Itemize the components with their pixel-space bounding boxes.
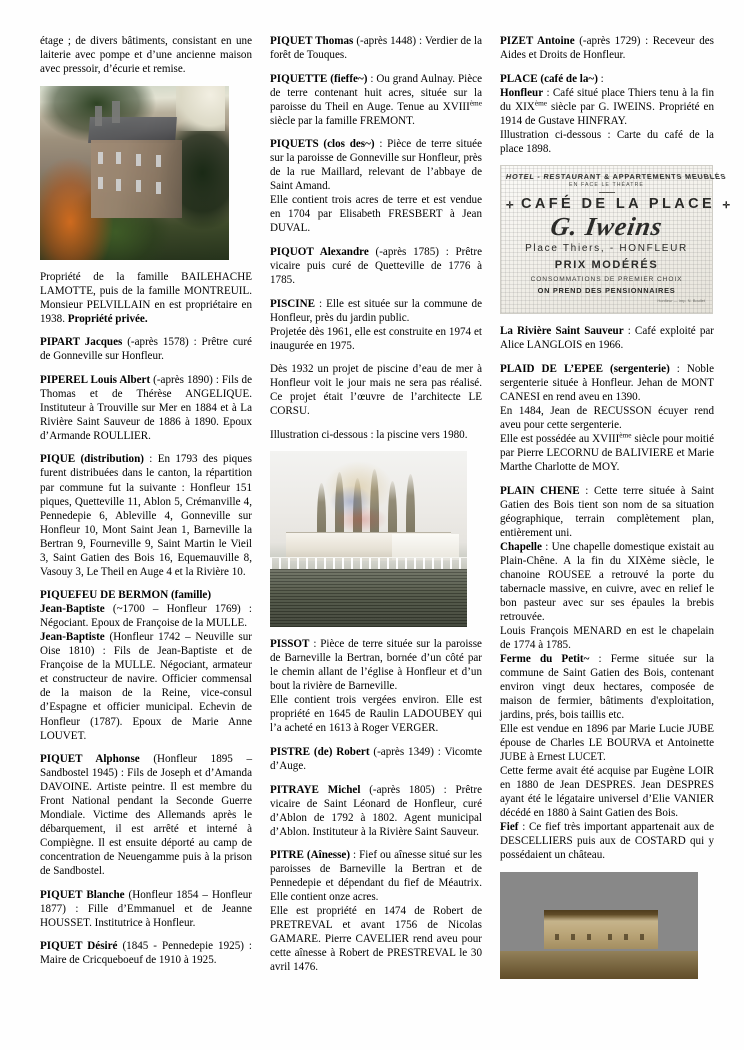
entry-body: : Cette terre située à Saint Gatien des Bois tient son nom de sa situation géographique, terrain complètement plan, entièrement uni. — [500, 484, 714, 539]
entry-body-a: Elle est possédée au XVIII — [500, 432, 620, 445]
headword: PIQUET Alphonse — [40, 753, 140, 766]
headword: PIQUOT Alexandre — [270, 245, 369, 258]
entry-body: : Une chapelle domestique existait au Plain-Chêne. A la fin du XIXème siècle, le chanoine ROUSEE a retrouvé la porte du tabernacle massive, en cuivre, avec en relief le bon pasteur avec sur ses épaules la brebis retrouvée. — [500, 540, 714, 623]
entry-body: (-après 1805) : Prêtre vicaire de Saint Léonard de Honfleur, curé d’Ablon de 1792 à 1802. Agent municipal d’Ablon. Instituteur à la Rivière Saint Sauveur. — [270, 783, 482, 838]
entry-body: : Ce fief très important appartenait aux de DESCELLIERS puis aux de COSTARD qui y possédaient un château. — [500, 821, 714, 862]
manoir-caption-bold: Propriété privée. — [67, 312, 148, 325]
entry-body: (-après 1729) : Receveur des Aides et Droits de Honfleur. — [500, 35, 714, 62]
entry-piscine-dates: Projetée dès 1961, elle est construite en 1974 et inaugurée en 1975. — [270, 325, 482, 352]
three-column-layout — [40, 34, 731, 1020]
entry-body: (-après 1448) : Verdier de la forêt de Touques. — [270, 35, 482, 62]
entry-piquefeu-de-bermon-family — [40, 588, 252, 602]
facade-shape — [91, 140, 182, 218]
entry-body: : Elle est située sur la commune de Honfleur, près du jardin public. — [270, 297, 482, 324]
entry-pissot — [270, 637, 482, 693]
entry-ferme-du-petit — [500, 652, 714, 722]
headword: PIQUET Blanche — [40, 888, 125, 901]
entry-pissot-cont: Elle contient trois vergées environ. Elle est propriété en 1645 de Raulin LADOUBEY qui l’a acheté en 1613 à Roger VERGER. — [270, 694, 482, 735]
headword: PIQUEFEU DE BERMON (famille) — [40, 589, 212, 602]
headword: PIQUET Thomas — [270, 35, 354, 47]
headword-colon: : — [597, 72, 604, 85]
card-proprietor-signature: G. Iweins — [548, 212, 665, 242]
entry-pipart — [40, 335, 252, 363]
sub-headword: Chapelle — [500, 540, 542, 553]
headword: PIPEREL Louis Albert — [40, 373, 151, 386]
entry-plaid-de-lepee-cont: En 1484, Jean de RECUSSON écuyer rend aveu pour cette sergenterie. — [500, 404, 714, 431]
ordinal-suffix: ème — [619, 430, 632, 440]
figure-manoir — [40, 86, 252, 260]
entry-body: (-après 1890) : Fils de Thomas et de Thérèse ANGELIQUE. Instituteur à Trouville sur Mer en 1884 et à La Rivière Saint Sauveur de 1886 à 1890. Epoux d’Armande ROULLIER. — [40, 373, 253, 442]
cafe-de-la-place-carte — [500, 165, 731, 314]
entry-piquets-clos-des — [270, 137, 482, 193]
entry-place-cafe — [500, 72, 714, 86]
column-3 — [500, 34, 731, 1020]
entry-plain-chene-chapelle — [500, 540, 714, 624]
star-ornament-right: ✛ — [722, 200, 731, 211]
entry-body: (Honfleur 1854 – Honfleur 1877) : Fille d’Emmanuel et de Jeanne HOUSSET. Institutrice à Honfleur. — [40, 888, 253, 929]
entry-body: (1845 - Pennedepie 1925) : Maire de Cricqueboeuf de 1910 à 1925. — [40, 940, 252, 967]
card-title-text: CAFÉ DE LA PLACE — [520, 196, 716, 213]
ordinal-suffix: ème — [469, 97, 482, 107]
member-name: Jean-Baptiste — [40, 631, 105, 644]
headword: PIQUET Désiré — [40, 940, 118, 953]
entry-body: : Café exploité par Alice LANGLOIS en 1966. — [500, 325, 714, 352]
entry-plaid-de-lepee — [500, 362, 714, 404]
entry-riviere-saint-sauveur-cafe — [500, 324, 714, 352]
family-member-jean-baptiste-1 — [40, 602, 252, 630]
entry-pique-distribution — [40, 452, 252, 578]
card-address: Place Thiers, - HONFLEUR — [525, 242, 688, 254]
headword: PIQUETS (clos des~) — [270, 138, 375, 151]
entry-plain-chene-chapelain: Louis François MENARD en est le chapelain de 1774 à 1785. — [500, 624, 714, 651]
card-title — [506, 195, 731, 213]
headword: PITRAYE Michel — [270, 783, 361, 796]
entry-ferme-vente: Elle est vendue en 1896 par Marie Lucie JUBE épouse de Charles LE BOURVA et Antoinette JUBE à Ernest LUCET. — [500, 723, 714, 764]
entry-body: (Honfleur 1895 – Sandbostel 1945) : Fils de Joseph et d’Amanda DAVOINE. Artiste peintre. Il est membre du Front National pendant la Seconde Guerre Mondiale. Victime des Allemands après le débarquement, il est arrêté et interné à Compiègne. Il est ensuite déporté au camp de concentration de Neuengamme puis à la prison de Sandbostel. — [40, 753, 252, 878]
entry-piquette-fieffe — [270, 72, 482, 128]
sky-region — [176, 86, 225, 131]
entry-pistre-de-robert — [270, 745, 482, 773]
entry-piquot-alexandre — [270, 245, 482, 287]
piscine-illustration-note: Illustration ci-dessous : la piscine vers 1980. — [270, 428, 468, 441]
entry-body: : Noble sergenterie située à Honfleur. Jehan de MONT CANESI en rend aveu en 1390. — [500, 362, 714, 403]
entry-body: : Pièce de terre située sur la paroisse de Barneville la Bertran, bornée d’un côté par le chemin allant de l’église à Honfleur et d’un bout la rivière de Barneville. — [270, 638, 482, 693]
sub-headword: Fief — [500, 821, 519, 834]
ordinal-suffix: ème — [534, 97, 548, 107]
member-body: (Honfleur 1742 – Neuville sur Oise 1810) : Fils de Jean-Baptiste et de Françoise de la MULLE. Négociant, armateur et constructeur de navire. Officier commensal de la maison de la Reine, vice-consul d’Espagne et officier municipal. Echevin de Honfleur (1787). Epoux de Marie Anne LOUVET. — [40, 631, 252, 742]
entry-piquets-clos-des-cont: Elle contient trois acres de terre et est vendue en 1704 par Elisabeth FRESBERT à Jean DUVAL. — [270, 194, 482, 235]
card-pensionnaires: ON PREND DES PENSIONNAIRES — [537, 285, 676, 295]
headword: PIQUE (distribution) — [40, 453, 144, 466]
manoir-caption-text: Propriété de la famille BAILEHACHE LAMOTTE, puis de la famille MONTREUIL. Monsieur PELVILLAIN en est propriétaire en 1938. — [40, 270, 252, 325]
headword: PIPART Jacques — [40, 336, 123, 349]
entry-pitraye-michel — [270, 783, 482, 839]
piscine-photo — [270, 451, 467, 627]
entry-body: : En 1793 des piques furent distribuées dans le canton, la répartition par commune fut la suivante : Honfleur 151 piques, Quetteville 11, Ablon 5, Crémanville 4, Pennedepie 6, Ableville 4, Gonneville sur Honfleur 10, Mont Saint Jean 1, Barneville la Bertran 9, Fourneville 9, Saint Martin le Vieil 3, Saint Gatien des Bois 16, Equemauville 8, Vasouy 3, Le Theil en Auge 4 et la Rivière 10. — [40, 453, 252, 578]
manoir-photo — [40, 86, 229, 260]
column-2 — [270, 34, 482, 1020]
entry-place-honfleur — [500, 86, 714, 128]
entry-piperel — [40, 373, 252, 443]
headword: PISTRE (de) Robert — [270, 746, 370, 758]
continued-paragraph: étage ; de divers bâtiments, consistant en une laiterie avec pompe et d’une ancienne maison avec pressoir, d’écurie et remise. — [40, 35, 252, 76]
entry-pitre-ainesse-cont: Elle est propriété en 1474 de Robert de PRETREVAL et avant 1756 de Nicolas GAMARE. Pierre CAVELIER rend aveu pour cette aînesse à Robert de PRESTREVAL le 30 avril 1476. — [270, 905, 482, 974]
entry-plain-chene — [500, 484, 714, 540]
column-1 — [40, 34, 252, 1020]
sub-headword: Honfleur — [500, 86, 544, 99]
star-ornament-left: ✛ — [506, 200, 514, 211]
entry-body-b: siècle pour moitié par Pierre LECORNU de BALIVIERE et Marie Marthe Charlotte de MOY. — [500, 432, 714, 474]
entry-pizet-antoine — [500, 34, 714, 62]
card-consommations: CONSOMMATIONS DE PREMIER CHOIX — [530, 275, 683, 283]
headword: PLAID DE L’EPEE (sergenterie) — [500, 362, 670, 375]
entry-body: : Ferme située sur la commune de Saint Gatien des Bois, contenant environ vingt deux hectares, composée de maison de fermier, bâtiments d'exploitation, jardins, prés, bois taillis etc. — [500, 652, 714, 722]
family-member-jean-baptiste-2 — [40, 630, 252, 742]
headword: PIZET Antoine — [500, 35, 575, 47]
card-imprint: Honfleur — Imp. N. Boullet — [657, 298, 705, 304]
farm-facade — [544, 915, 659, 949]
headword: PISSOT — [270, 638, 310, 651]
headword: PLACE (café de la~) — [500, 72, 598, 85]
figure-cafe-carte — [500, 165, 731, 314]
entry-body: (-après 1578) : Prêtre curé de Gonneville sur Honfleur. — [40, 336, 252, 363]
entry-body: (-après 1785) : Prêtre vicaire puis curé de Quetteville de 1776 à 1785. — [270, 245, 483, 286]
member-name: Jean-Baptiste — [40, 603, 105, 616]
entry-body: : Pièce de terre située sur la paroisse de Gonneville sur Honfleur, près de la rue Maillard, relevant de l’abbaye de Saint Amand. — [270, 138, 482, 193]
entry-body-a: : Ou grand Aulnay. Pièce de terre contenant huit acres, située sur la paroisse du Theil en Auge. Tenue au XVIII — [270, 72, 483, 113]
figure-ferme-plain-chene — [500, 872, 714, 979]
place-illustration-note: Illustration ci-dessous : Carte du café de la place 1898. — [500, 128, 714, 155]
figure-piscine — [270, 451, 482, 627]
entry-body: (-après 1349) : Vicomte d’Auge. — [270, 746, 483, 773]
manoir-caption — [40, 270, 252, 326]
entry-piquet-alphonse — [40, 752, 252, 878]
entry-body: : Fief ou aînesse situé sur les paroisses de Barneville la Bertran et de Pennedepie et dépendant du fief de Méautrix. Elle contient onze acres. — [270, 849, 482, 904]
farm-lawn — [500, 951, 698, 979]
card-divider — [599, 192, 615, 193]
headword: PISCINE — [270, 297, 316, 310]
card-prices: PRIX MODÉRÉS — [554, 258, 659, 271]
entry-piscine-projet-1932: Dès 1932 un projet de piscine d’eau de mer à Honfleur voit le jour mais ne sera pas réalisé. Ce projet était l’œuvre de l’architecte LE CORSU. — [270, 363, 482, 418]
entry-piquet-blanche — [40, 888, 252, 930]
entry-piquet-desire — [40, 939, 252, 967]
headword: PLAIN CHENE — [500, 484, 580, 497]
headword: PIQUETTE (fieffe~) — [270, 72, 368, 85]
sub-headword: Ferme du Petit~ — [500, 652, 590, 665]
entry-body-b: siècle par la famille FREMONT. — [270, 114, 415, 127]
pool-foreground — [270, 569, 467, 627]
entry-plaid-de-lepee-cont2 — [500, 432, 714, 474]
entry-piscine — [270, 297, 482, 325]
card-theatre-line: EN FACE LE THÉATRE — [569, 182, 644, 189]
card-hotel-line: HOTEL - RESTAURANT & APPARTEMENTS MEUBLÉS — [505, 172, 728, 182]
sub-headword: La Rivière Saint Sauveur — [500, 325, 624, 338]
headword: PITRE (Aînesse) — [270, 849, 351, 862]
ferme-plain-chene-photo — [500, 872, 698, 979]
entry-body-a: : Café situé place Thiers tenu à la fin du XIX — [500, 86, 714, 113]
entry-plain-chene-fief — [500, 820, 714, 862]
entry-ferme-acquisition: Cette ferme avait été acquise par Eugène LOIR en 1880 de Jean DESPRES. Jean DESPRES ayant été le légataire universel d’Elie VANIER décédé en 1880 à Saint Gatien des Bois. — [500, 765, 714, 820]
member-body: (~1700 – Honfleur 1769) : Négociant. Epoux de Françoise de la MULLE. — [40, 603, 252, 630]
entry-pitre-ainesse — [270, 848, 482, 904]
entry-piquet-thomas — [270, 34, 482, 62]
entry-body-b: siècle par G. IWEINS. Propriété en 1914 de Gustave HINFRAY. — [500, 100, 714, 127]
